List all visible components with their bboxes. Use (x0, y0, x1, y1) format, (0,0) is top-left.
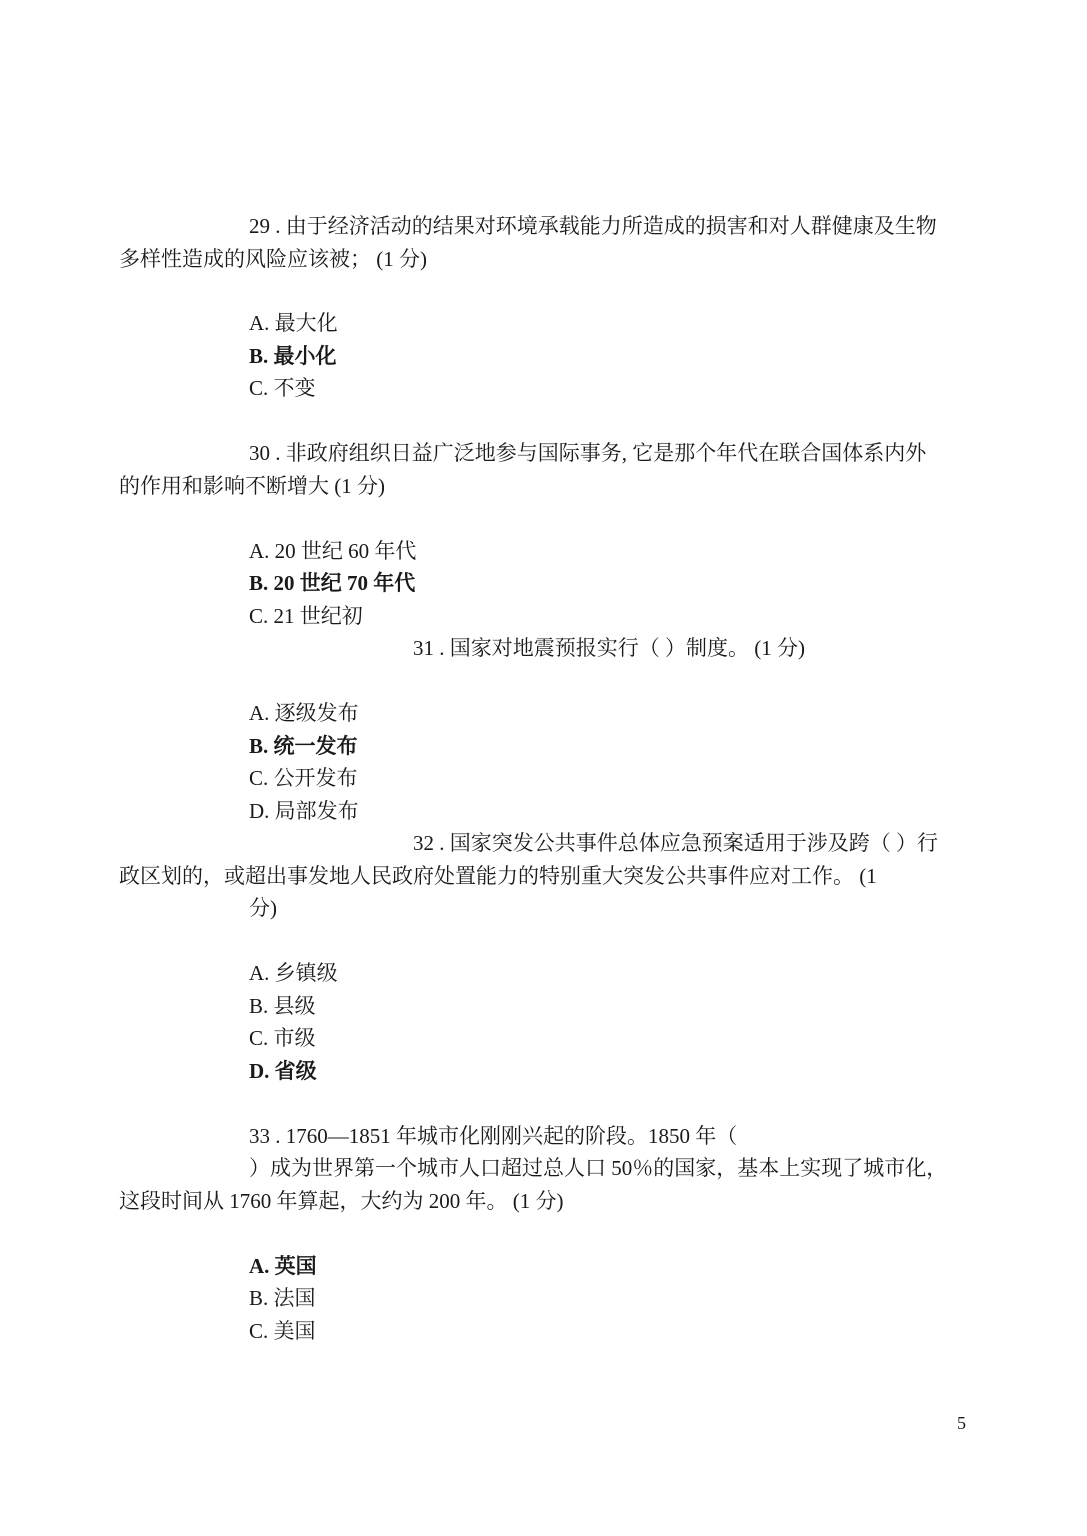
question-31-option-a: A. 逐级发布 (249, 701, 359, 725)
question-32-line-1: 32 . 国家突发公共事件总体应急预案适用于涉及跨（ ）行 (413, 831, 938, 855)
question-32-option-d: D. 省级 (249, 1059, 317, 1083)
question-33-option-a: A. 英国 (249, 1254, 317, 1278)
question-33-line-1: 33 . 1760—1851 年城市化刚刚兴起的阶段。1850 年（ (249, 1124, 738, 1148)
question-33-option-b: B. 法国 (249, 1286, 316, 1310)
question-30-line-2: 的作用和影响不断增大 (1 分) (119, 474, 385, 498)
question-30-option-c: C. 21 世纪初 (249, 604, 363, 628)
question-31-option-b: B. 统一发布 (249, 734, 358, 758)
question-33-option-c: C. 美国 (249, 1319, 316, 1343)
question-32-option-a: A. 乡镇级 (249, 961, 338, 985)
question-29-line-2: 多样性造成的风险应该被； (1 分) (119, 247, 427, 271)
question-29-line-1: 29 . 由于经济活动的结果对环境承载能力所造成的损害和对人群健康及生物 (249, 214, 937, 238)
question-33-line-3: 这段时间从 1760 年算起，大约为 200 年。 (1 分) (119, 1189, 564, 1213)
question-29-option-b: B. 最小化 (249, 344, 337, 368)
question-32-line-2: 政区划的，或超出事发地人民政府处置能力的特别重大突发公共事件应对工作。 (1 (119, 864, 877, 888)
question-32-option-b: B. 县级 (249, 994, 316, 1018)
question-31-line-1: 31 . 国家对地震预报实行（ ）制度。 (1 分) (413, 636, 805, 660)
question-29-option-a: A. 最大化 (249, 311, 338, 335)
question-32-option-c: C. 市级 (249, 1026, 316, 1050)
page-number: 5 (957, 1413, 966, 1433)
question-32-line-3: 分) (249, 896, 277, 920)
question-33-line-2: ）成为世界第一个城市人口超过总人口 50％的国家，基本上实现了城市化， (249, 1156, 948, 1180)
question-31-option-d: D. 局部发布 (249, 799, 359, 823)
question-29-option-c: C. 不变 (249, 376, 316, 400)
question-30-line-1: 30 . 非政府组织日益广泛地参与国际事务, 它是那个年代在联合国体系内外 (249, 441, 927, 465)
question-31-option-c: C. 公开发布 (249, 766, 358, 790)
question-30-option-a: A. 20 世纪 60 年代 (249, 539, 417, 563)
question-30-option-b: B. 20 世纪 70 年代 (249, 571, 416, 595)
